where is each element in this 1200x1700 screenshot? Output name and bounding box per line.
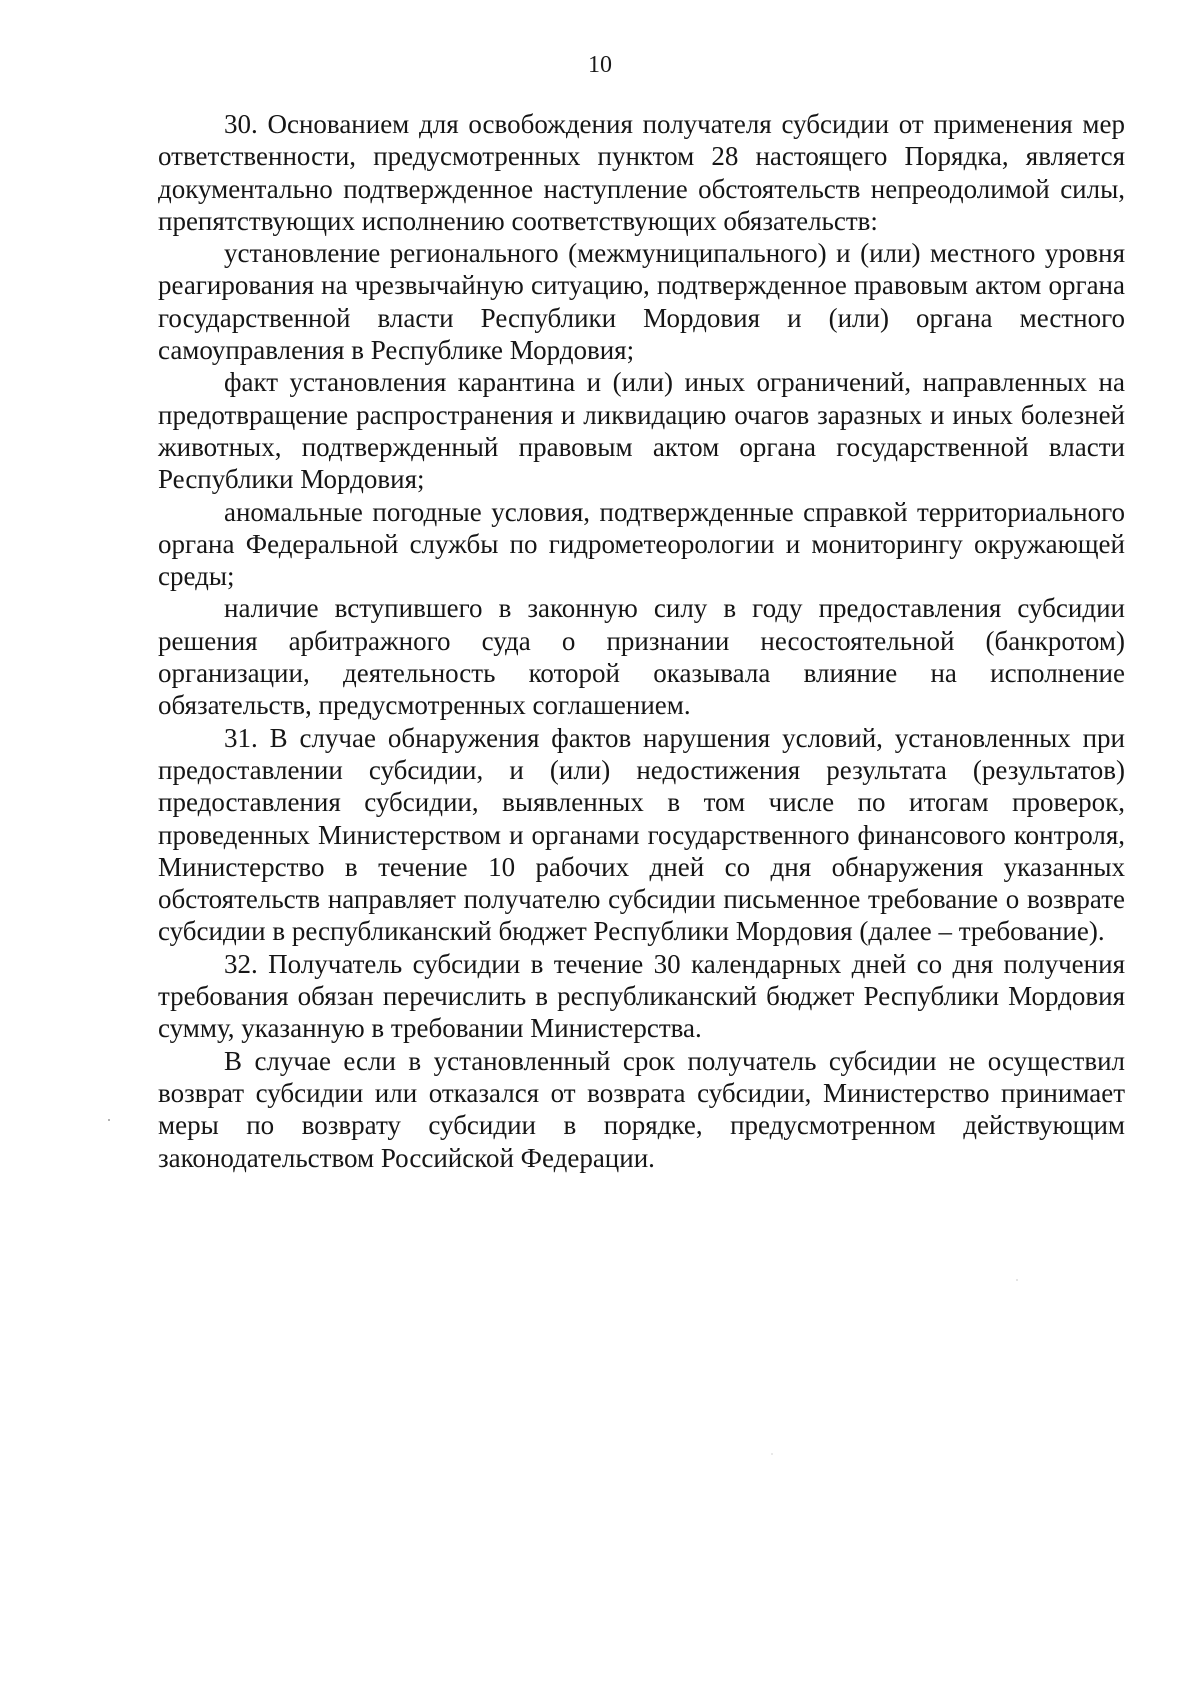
paragraph-30-item-emergency: установление регионального (межмуниципального) и (или) местного уровня реагирования на чрезвычайную ситуацию, подтвержденное правовым актом органа государственной власти Республики Мордовия и (или) органа местного самоуправления в Республике Мордовия; [158,238,1125,366]
paragraph-32-continuation: В случае если в установленный срок получатель субсидии не осуществил возврат субсидии или отказался от возврата субсидии, Министерство принимает меры по возврату субсидии в порядке, предусмотренном действующим законодательством Российской Федерации. [158,1045,1125,1173]
paragraph-30: 30. Основанием для освобождения получателя субсидии от применения мер ответственности, предусмотренных пунктом 28 настоящего Порядка, является документально подтвержденное наступление обстоятельств непреодолимой силы, препятствующих исполнению соответствующих обязательств: [158,109,1125,236]
page-number: 10 [588,52,612,78]
document-body [158,108,1125,1174]
paragraph-30-item-bankruptcy: наличие вступившего в законную силу в году предоставления субсидии решения арбитражного суда о признании несостоятельной (банкротом) организации, деятельность которой оказывала влияние на исполнение обязательств, предусмотренных соглашением. [158,593,1125,721]
paragraph-30-item-quarantine: факт установления карантина и (или) иных ограничений, направленных на предотвращение распространения и ликвидацию очагов заразных и иных болезней животных, подтвержденный правовым актом органа государственной власти Республики Мордовия; [158,367,1125,495]
scan-speck [771,1453,773,1455]
paragraph-32: 32. Получатель субсидии в течение 30 календарных дней со дня получения требования обязан перечислить в республиканский бюджет Республики Мордовия сумму, указанную в требовании Министерства. [158,948,1125,1044]
paragraph-31: 31. В случае обнаружения фактов нарушения условий, установленных при предоставлении субсидии, и (или) недостижения результата (результатов) предоставления субсидии, выявленных в том числе по итогам проверок, проведенных Министерством и органами государственного финансового контроля, Министерство в течение 10 рабочих дней со дня обнаружения указанных обстоятельств направляет получателю субсидии письменное требование о возврате субсидии в республиканский бюджет Республики Мордовия (далее – требование). [158,722,1125,947]
scan-speck [108,1119,110,1121]
paragraph-30-item-weather: аномальные погодные условия, подтвержденные справкой территориального органа Федеральной службы по гидрометеорологии и мониторингу окружающей среды; [158,496,1125,592]
scan-speck [1016,1279,1018,1281]
